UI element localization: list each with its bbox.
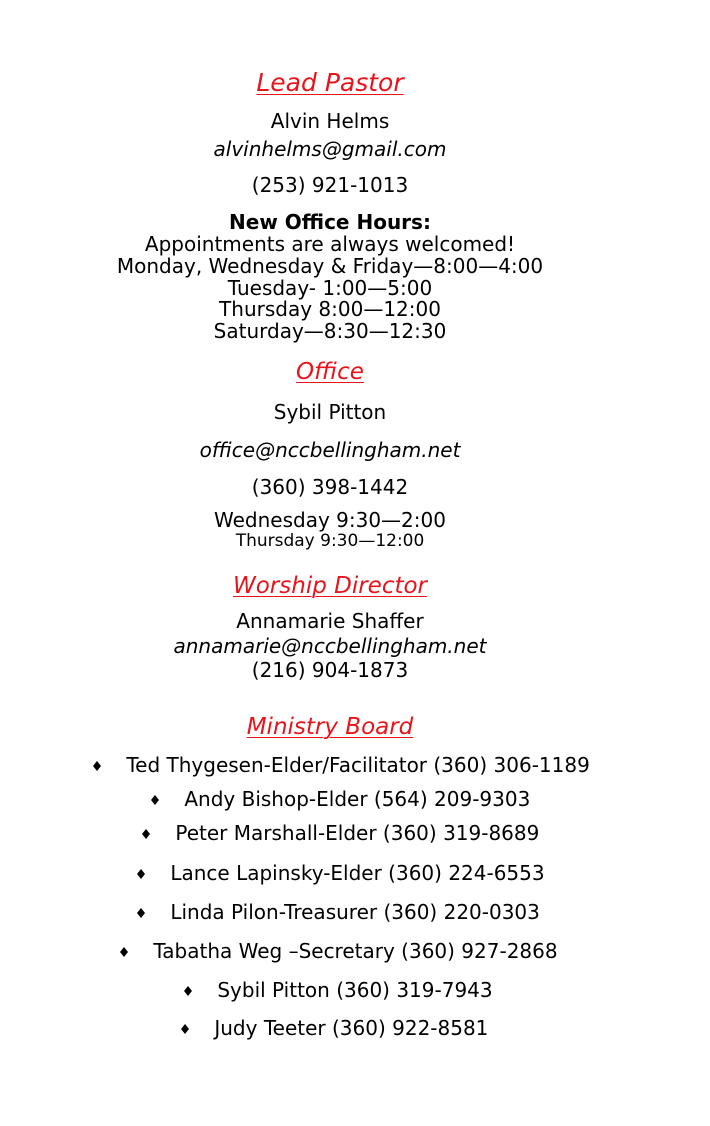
board-member-item (150, 787, 530, 811)
office-hours-wednesday: Wednesday 9:30—2:00 (214, 508, 446, 532)
office-hours-thursday: Thursday 9:30—12:00 (235, 531, 425, 551)
board-member-item (183, 978, 493, 1002)
board-member-text: Judy Teeter (360) 922-8581 (214, 1016, 489, 1040)
office-hours-title: New Office Hours: (229, 210, 431, 234)
diamond-bullet-icon (180, 1024, 190, 1034)
board-member-item (141, 821, 539, 845)
worship-director-phone: (216) 904-1873 (251, 658, 409, 682)
lead-pastor-phone: (253) 921-1013 (251, 173, 409, 197)
board-member-text: Linda Pilon-Treasurer (360) 220-0303 (170, 900, 540, 924)
board-member-item (136, 900, 540, 924)
board-member-item (92, 753, 590, 777)
lead-pastor-heading: Lead Pastor (256, 68, 404, 97)
office-heading: Office (296, 359, 364, 385)
board-member-text: Tabatha Weg –Secretary (360) 927-2868 (153, 939, 558, 963)
board-member-text: Ted Thygesen-Elder/Facilitator (360) 306-1189 (126, 753, 590, 777)
board-member-item (136, 861, 545, 885)
board-member-text: Lance Lapinsky-Elder (360) 224-6553 (170, 861, 545, 885)
office-email[interactable]: office@nccbellingham.net (199, 438, 461, 462)
diamond-bullet-icon (92, 761, 102, 771)
diamond-bullet-icon (119, 947, 129, 957)
board-member-text: Peter Marshall-Elder (360) 319-8689 (175, 821, 540, 845)
office-phone: (360) 398-1442 (251, 475, 409, 499)
lead-pastor-email[interactable]: alvinhelms@gmail.com (213, 137, 447, 161)
office-hours-line: Thursday 8:00—12:00 (219, 297, 441, 321)
office-hours-line: Tuesday- 1:00—5:00 (227, 276, 433, 300)
board-member-item (180, 1016, 488, 1040)
diamond-bullet-icon (136, 869, 146, 879)
board-member-text: Andy Bishop-Elder (564) 209-9303 (184, 787, 531, 811)
worship-director-email[interactable]: annamarie@nccbellingham.net (173, 634, 487, 658)
worship-director-name: Annamarie Shaffer (236, 609, 424, 633)
board-member-item (119, 939, 558, 963)
board-member-text: Sybil Pitton (360) 319-7943 (217, 978, 493, 1002)
ministry-board-heading: Ministry Board (246, 714, 414, 740)
diamond-bullet-icon (183, 986, 193, 996)
diamond-bullet-icon (150, 795, 160, 805)
office-hours-line: Monday, Wednesday & Friday—8:00—4:00 (116, 254, 544, 278)
office-hours-line: Saturday—8:30—12:30 (213, 319, 447, 343)
office-hours-line: Appointments are always welcomed! (144, 232, 516, 256)
diamond-bullet-icon (136, 908, 146, 918)
diamond-bullet-icon (141, 829, 151, 839)
office-name: Sybil Pitton (273, 400, 387, 424)
lead-pastor-name: Alvin Helms (270, 109, 390, 133)
worship-director-heading: Worship Director (232, 573, 428, 599)
